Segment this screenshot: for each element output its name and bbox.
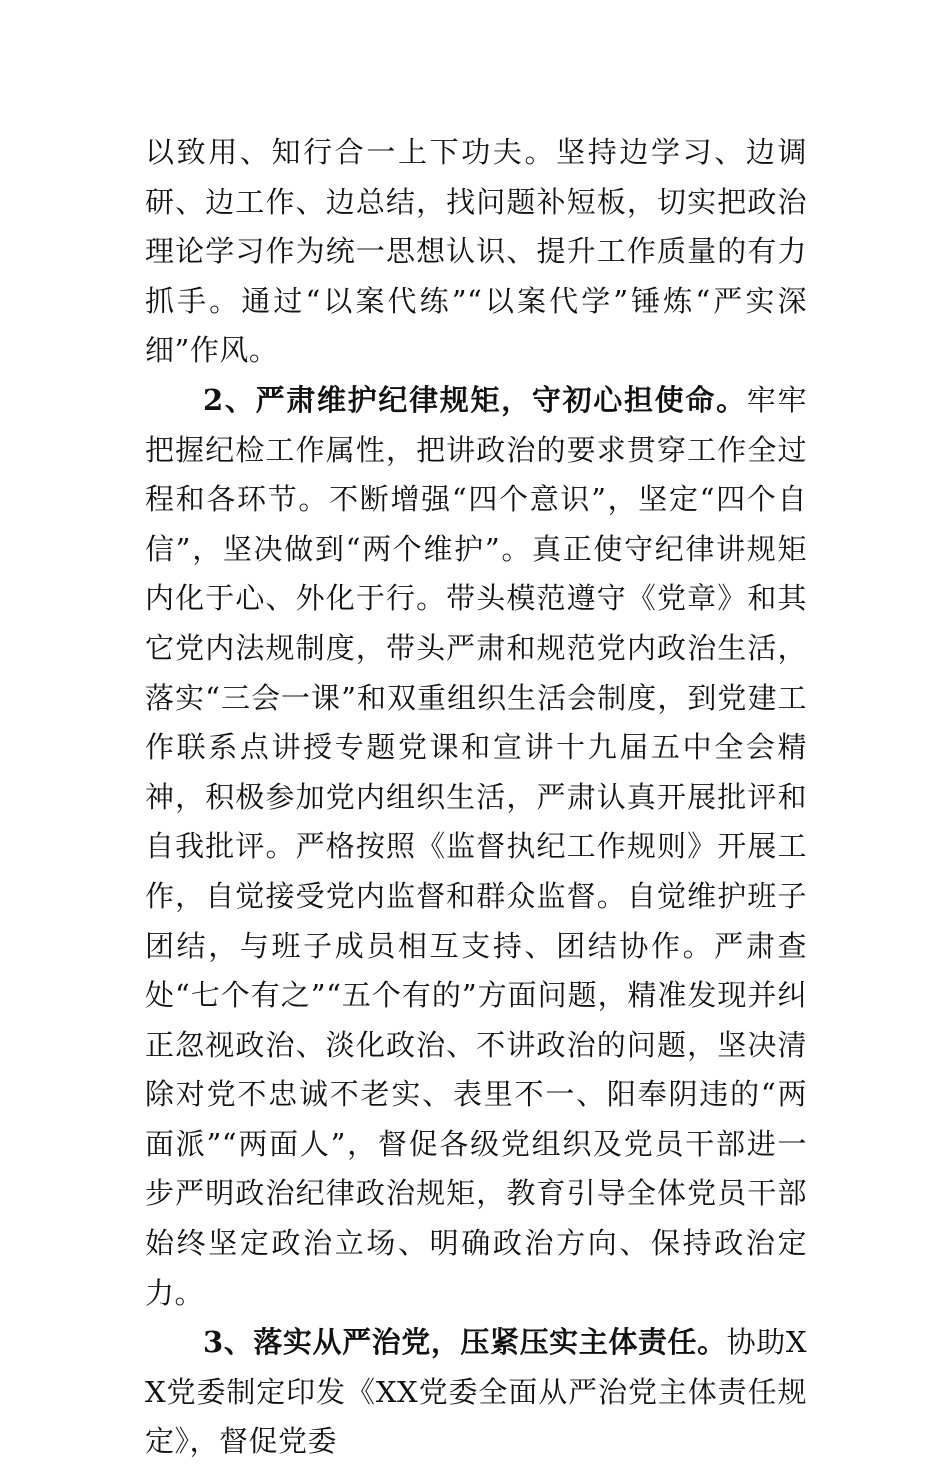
section-heading: 3、落实从严治党，压紧压实主体责任。	[203, 1325, 727, 1360]
paragraph-section-2	[145, 376, 807, 1318]
paragraph-continued	[145, 128, 807, 376]
paragraph-section-3	[145, 1318, 807, 1467]
document-body	[145, 128, 807, 1467]
section-heading: 2、严肃维护纪律规矩，守初心担使命。	[203, 382, 747, 417]
paragraph-text: 协助XX党委制定印发《XX党委全面从严治党主体责任规定》，督促党委	[145, 1325, 807, 1459]
paragraph-text: 牢牢把握纪检工作属性，把讲政治的要求贯穿工作全过程和各环节。不断增强“四个意识”，坚定“四个自信”，坚决做到“两个维护”。真正使守纪律讲规矩内化于心、外化于行。带头模范遵守《党章》和其它党内法规制度，带头严肃和规范党内政治生活，落实“三会一课”和双重组织生活会制度，到党建工作联系点讲授专题党课和宣讲十九届五中全会精神，积极参加党内组织生活，严肃认真开展批评和自我批评。严格按照《监督执纪工作规则》开展工作，自觉接受党内监督和群众监督。自觉维护班子团结，与班子成员相互支持、团结协作。严肃查处“七个有之”“五个有的”方面问题，精准发现并纠正忽视政治、淡化政治、不讲政治的问题，坚决清除对党不忠诚不老实、表里不一、阳奉阴违的“两面派”“两面人”，督促各级党组织及党员干部进一步严明政治纪律政治规矩，教育引导全体党员干部始终坚定政治立场、明确政治方向、保持政治定力。	[145, 382, 807, 1310]
paragraph-text: 以致用、知行合一上下功夫。坚持边学习、边调研、边工作、边总结，找问题补短板，切实把政治理论学习作为统一思想认识、提升工作质量的有力抓手。通过“以案代练”“以案代学”锤炼“严实深细”作风。	[145, 135, 807, 368]
